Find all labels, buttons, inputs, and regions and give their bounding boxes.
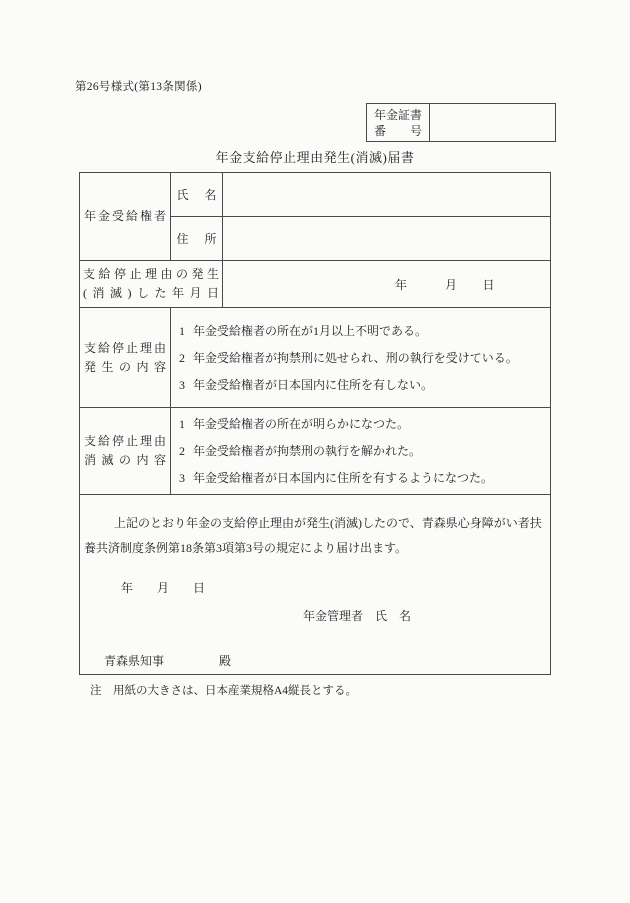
occurrence-date-label-line1: 支給停止理由の発生: [83, 267, 219, 281]
main-table: [79, 172, 551, 675]
pension-certificate-number-label: [367, 104, 430, 141]
name-label: 氏名: [176, 188, 217, 202]
item-number: 1: [179, 417, 185, 431]
address-label: 住所: [176, 232, 217, 246]
beneficiary-address-row: [171, 217, 550, 260]
recipient-line: [104, 652, 231, 669]
extinction-reasons-row: [80, 407, 550, 494]
item-number: 1: [179, 323, 185, 338]
beneficiary-label: 年金受給権者: [84, 209, 166, 223]
list-item: [179, 417, 550, 431]
pension-certificate-number-value: [430, 104, 555, 141]
list-item: [179, 351, 550, 365]
extinction-reasons-label-cell: [80, 408, 171, 494]
item-text: 年金受給権者が日本国内に住所を有するようになつた。: [193, 471, 494, 485]
name-label-cell: [171, 173, 223, 216]
form-number: 第26号様式(第13条関係): [75, 81, 202, 93]
item-number: 2: [179, 444, 185, 458]
declaration-paragraph: 上記のとおり年金の支給停止理由が発生(消滅)したので、青森県心身障がい者扶養共済制度条例第18条第3項第3号の規定により届け出ます。: [84, 516, 542, 555]
address-label-cell: [171, 217, 223, 260]
item-text: 年金受給権者の所在が明らかになつた。: [193, 417, 410, 431]
occurrence-reasons-row: [80, 307, 550, 407]
occurrence-reasons-label-line2: 発生の内容: [84, 359, 166, 374]
recipient-honorific: 殿: [219, 654, 232, 668]
beneficiary-name-row: [171, 173, 550, 217]
extinction-reasons-label-line1: 支給停止理由: [84, 434, 166, 448]
form-title: 年金支給停止理由発生(消滅)届書: [215, 150, 415, 165]
pension-administrator-name-line: 年金管理者 氏 名: [303, 609, 412, 623]
extinction-reasons-list: [171, 408, 550, 494]
item-text: 年金受給権者が日本国内に住所を有しない。: [193, 377, 434, 392]
item-text: 年金受給権者が拘禁刑の執行を解かれた。: [193, 444, 422, 458]
item-number: 3: [179, 471, 185, 485]
occurrence-reasons-list: [171, 308, 550, 407]
declaration-section: [80, 494, 550, 674]
item-number: 3: [179, 377, 185, 392]
declaration-date-line: 年 月 日: [121, 581, 206, 595]
occurrence-date-label-cell: [80, 261, 223, 307]
list-item: [179, 471, 550, 485]
extinction-reasons-label-line2: 消滅の内容: [84, 453, 166, 467]
address-value-cell: [223, 217, 550, 260]
occurrence-date-row: [80, 260, 550, 307]
occurrence-reasons-label-cell: [80, 308, 171, 407]
item-number: 2: [179, 350, 185, 365]
beneficiary-fields: [171, 173, 550, 260]
beneficiary-label-cell: [80, 173, 171, 260]
list-item: [179, 378, 550, 392]
occurrence-reasons-label-line1: 支給停止理由: [84, 340, 166, 355]
item-text: 年金受給権者が拘禁刑に処せられ、刑の執行を受けている。: [193, 350, 518, 365]
cert-label-line1: 年金証書: [374, 108, 423, 122]
pension-certificate-number-box: [366, 103, 556, 142]
item-text: 年金受給権者の所在が1月以上不明である。: [193, 323, 428, 338]
cert-label-line2: 番号: [374, 124, 422, 138]
occurrence-date-label-line2: (消滅)した年月日: [83, 286, 219, 300]
recipient-name: 青森県知事: [104, 654, 165, 668]
name-value-cell: [223, 173, 550, 216]
list-item: [179, 324, 550, 338]
beneficiary-row: [80, 173, 550, 260]
paper-size-note: 注 用紙の大きさは、日本産業規格A4縦長とする。: [90, 685, 358, 697]
list-item: [179, 444, 550, 458]
occurrence-date-value: 年 月 日: [395, 277, 496, 292]
